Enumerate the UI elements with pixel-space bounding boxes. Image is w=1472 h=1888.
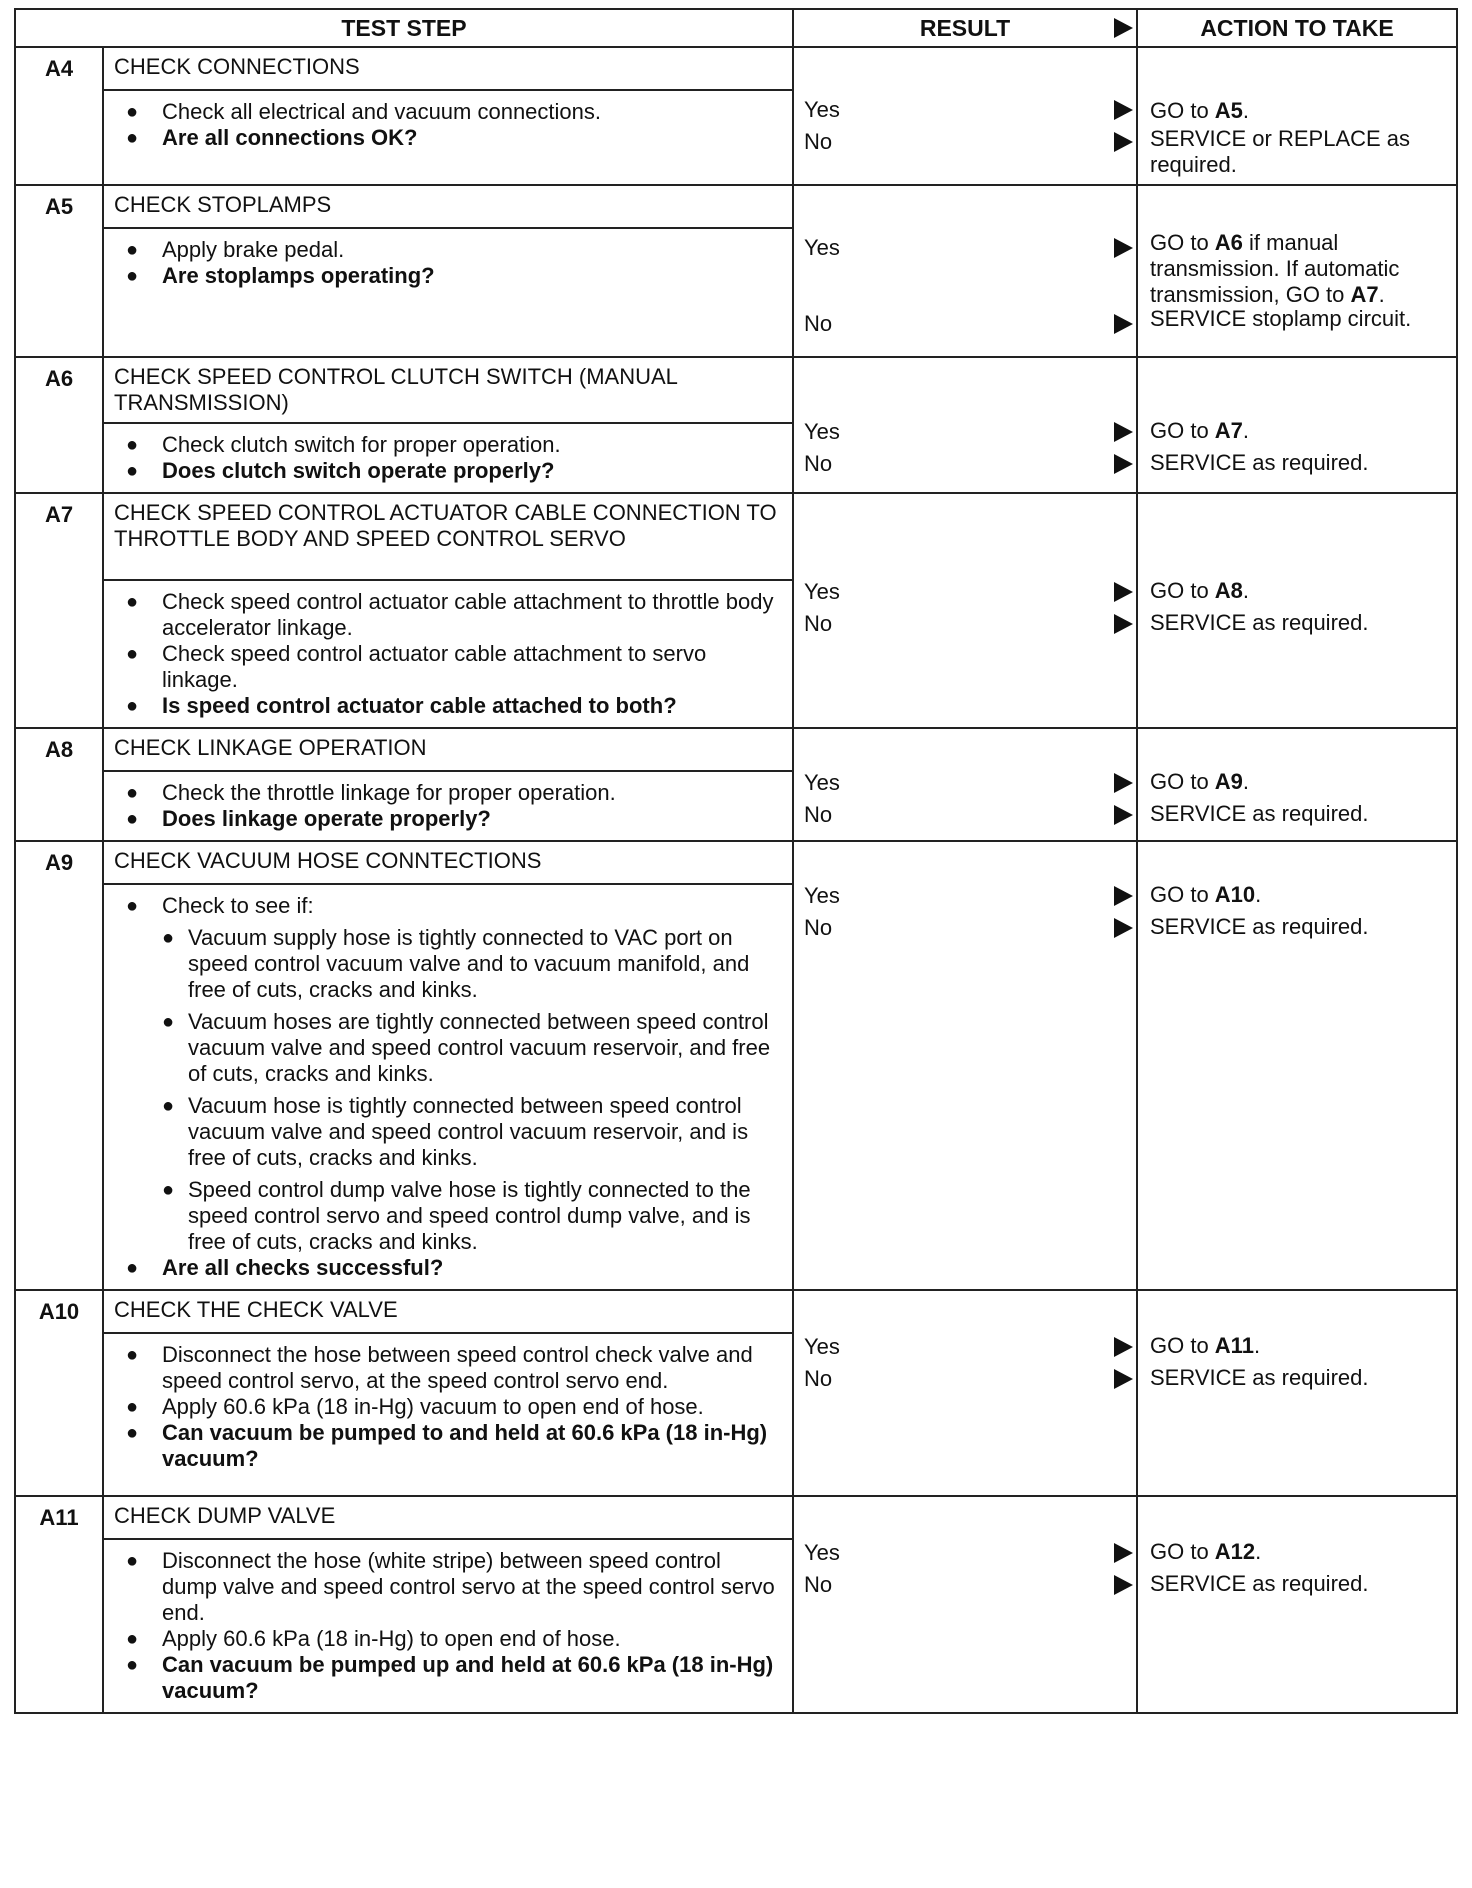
triangle-arrow-icon	[1112, 313, 1134, 335]
list-item: ● Check speed control actuator cable attachment to servo linkage.	[116, 641, 780, 693]
sub-list-item: ● Vacuum hose is tightly connected between speed control vacuum valve and speed control vacuum reservoir, and is free of cuts, cracks and kinks.	[116, 1093, 780, 1171]
triangle-arrow-icon	[1112, 237, 1134, 259]
header-result-label: RESULT	[919, 14, 1011, 41]
triangle-arrow-icon	[1112, 1542, 1134, 1564]
result-label: Yes	[804, 883, 840, 908]
list-item: ● Disconnect the hose (white stripe) between speed control dump valve and speed control servo at the speed control servo end.	[116, 1548, 780, 1626]
result-label: No	[804, 451, 833, 476]
result-cell	[793, 47, 1137, 185]
step-title-row	[15, 47, 1457, 90]
sub-list-item: ● Vacuum supply hose is tightly connected to VAC port on speed control vacuum valve and to vacuum manifold, and free of cuts, cracks and kinks.	[116, 925, 780, 1003]
result-cell	[793, 841, 1137, 1290]
action-text: SERVICE as required.	[1150, 1571, 1369, 1596]
sub-list-item: ● Vacuum hoses are tightly connected between speed control vacuum valve and speed control vacuum reservoir, and free of cuts, cracks and kinks.	[116, 1009, 780, 1087]
step-id-blank	[15, 423, 103, 493]
result-label: Yes	[804, 579, 840, 604]
table-header-row	[15, 9, 1457, 47]
triangle-arrow-icon	[1112, 804, 1134, 826]
step-id-blank	[15, 884, 103, 1290]
step-instructions	[103, 884, 793, 1290]
list-item: ● Check clutch switch for proper operation.	[116, 432, 780, 458]
result-yes	[804, 882, 1136, 910]
list-item: ● Check speed control actuator cable attachment to throttle body accelerator linkage.	[116, 589, 780, 641]
step-id: A4	[15, 47, 103, 90]
step-reference: A5	[1214, 98, 1243, 123]
question-item: ● Are all checks successful?	[116, 1255, 780, 1281]
result-label: Yes	[804, 1334, 840, 1359]
result-no	[804, 610, 1136, 638]
action-text: GO to A7.	[1150, 418, 1250, 443]
question-item: ● Can vacuum be pumped up and held at 60.6 kPa (18 in-Hg) vacuum?	[116, 1652, 780, 1704]
step-id: A8	[15, 728, 103, 771]
step-id-blank	[15, 228, 103, 357]
action-cell	[1137, 841, 1457, 1290]
triangle-arrow-icon	[1112, 421, 1134, 443]
triangle-arrow-icon	[1112, 885, 1134, 907]
result-yes	[804, 1333, 1136, 1361]
triangle-arrow-icon	[1112, 17, 1134, 39]
step-title: CHECK STOPLAMPS	[103, 185, 793, 228]
result-yes	[804, 96, 1136, 124]
step-title-row	[15, 841, 1457, 884]
step-id: A6	[15, 357, 103, 423]
step-title: CHECK SPEED CONTROL CLUTCH SWITCH (MANUAL TRANSMISSION)	[103, 357, 793, 423]
step-instructions	[103, 90, 793, 185]
step-id: A9	[15, 841, 103, 884]
result-cell	[793, 185, 1137, 357]
result-no	[804, 310, 1136, 338]
step-reference: A12	[1214, 1539, 1256, 1564]
action-text: SERVICE as required.	[1150, 801, 1369, 826]
result-cell	[793, 1290, 1137, 1496]
action-text: SERVICE or REPLACE as required.	[1150, 126, 1411, 177]
step-id-blank	[15, 1333, 103, 1496]
result-label: No	[804, 311, 833, 336]
action-text: GO to A11.	[1150, 1333, 1261, 1358]
action-cell	[1137, 493, 1457, 728]
step-title: CHECK THE CHECK VALVE	[103, 1290, 793, 1333]
action-cell	[1137, 1496, 1457, 1713]
action-text: SERVICE as required.	[1150, 914, 1369, 939]
triangle-arrow-icon	[1112, 1368, 1134, 1390]
step-reference: A11	[1214, 1333, 1254, 1358]
action-text: GO to A5.	[1150, 98, 1250, 123]
list-item: ● Disconnect the hose between speed control check valve and speed control servo, at the speed control servo end.	[116, 1342, 780, 1394]
result-no	[804, 1365, 1136, 1393]
header-test-step: TEST STEP	[15, 9, 793, 47]
step-title-row	[15, 1496, 1457, 1539]
triangle-arrow-icon	[1112, 772, 1134, 794]
step-id: A10	[15, 1290, 103, 1333]
result-no	[804, 128, 1136, 156]
diagnostic-table	[14, 8, 1458, 1714]
action-text: GO to A10.	[1150, 882, 1262, 907]
step-title-row	[15, 1290, 1457, 1333]
step-title: CHECK CONNECTIONS	[103, 47, 793, 90]
action-cell	[1137, 357, 1457, 493]
step-id-blank	[15, 771, 103, 841]
question-item: ● Can vacuum be pumped to and held at 60.6 kPa (18 in-Hg) vacuum?	[116, 1420, 780, 1472]
question-item: ● Does linkage operate properly?	[116, 806, 780, 832]
result-cell	[793, 357, 1137, 493]
triangle-arrow-icon	[1112, 613, 1134, 635]
step-reference: A6	[1214, 230, 1243, 255]
question-item: ● Are stoplamps operating?	[116, 263, 780, 289]
step-instructions	[103, 423, 793, 493]
list-item: ● Apply brake pedal.	[116, 237, 780, 263]
result-label: No	[804, 802, 833, 827]
header-action: ACTION TO TAKE	[1137, 9, 1457, 47]
step-id: A7	[15, 493, 103, 580]
step-title: CHECK VACUUM HOSE CONNTECTIONS	[103, 841, 793, 884]
list-item: ● Check all electrical and vacuum connections.	[116, 99, 780, 125]
triangle-arrow-icon	[1112, 131, 1134, 153]
list-item: ● Apply 60.6 kPa (18 in-Hg) to open end of hose.	[116, 1626, 780, 1652]
step-reference: A9	[1214, 769, 1243, 794]
result-no	[804, 914, 1136, 942]
list-item: ● Apply 60.6 kPa (18 in-Hg) vacuum to open end of hose.	[116, 1394, 780, 1420]
step-instructions	[103, 580, 793, 728]
action-text: SERVICE as required.	[1150, 1365, 1369, 1390]
result-yes	[804, 769, 1136, 797]
result-no	[804, 450, 1136, 478]
action-text: GO to A12.	[1150, 1539, 1262, 1564]
action-text: SERVICE as required.	[1150, 610, 1369, 635]
header-result	[793, 9, 1137, 47]
step-title: CHECK SPEED CONTROL ACTUATOR CABLE CONNECTION TO THROTTLE BODY AND SPEED CONTROL SERVO	[103, 493, 793, 580]
step-reference: A7	[1350, 282, 1379, 307]
triangle-arrow-icon	[1112, 1574, 1134, 1596]
action-text: SERVICE stoplamp circuit.	[1150, 306, 1412, 331]
step-id-blank	[15, 1539, 103, 1713]
action-cell	[1137, 1290, 1457, 1496]
step-title-row	[15, 185, 1457, 228]
triangle-arrow-icon	[1112, 1336, 1134, 1358]
result-label: No	[804, 611, 833, 636]
step-title-row	[15, 728, 1457, 771]
result-no	[804, 1571, 1136, 1599]
result-yes	[804, 1539, 1136, 1567]
result-cell	[793, 1496, 1137, 1713]
step-instructions	[103, 1333, 793, 1496]
list-item: ● Check to see if:	[116, 893, 780, 919]
question-item: ● Does clutch switch operate properly?	[116, 458, 780, 484]
result-label: No	[804, 1366, 833, 1391]
action-cell	[1137, 185, 1457, 357]
step-id-blank	[15, 580, 103, 728]
action-text: GO to A6 if manual transmission. If automatic transmission, GO to A7.	[1150, 230, 1400, 307]
step-reference: A10	[1214, 882, 1256, 907]
result-cell	[793, 728, 1137, 841]
step-instructions	[103, 771, 793, 841]
step-title-row	[15, 357, 1457, 423]
result-yes	[804, 234, 1136, 262]
triangle-arrow-icon	[1112, 99, 1134, 121]
action-text: GO to A8.	[1150, 578, 1250, 603]
action-cell	[1137, 728, 1457, 841]
triangle-arrow-icon	[1112, 581, 1134, 603]
step-instructions	[103, 228, 793, 357]
step-reference: A7	[1214, 418, 1243, 443]
triangle-arrow-icon	[1112, 453, 1134, 475]
step-id: A5	[15, 185, 103, 228]
result-label: Yes	[804, 235, 840, 260]
action-cell	[1137, 47, 1457, 185]
step-title: CHECK DUMP VALVE	[103, 1496, 793, 1539]
step-id-blank	[15, 90, 103, 185]
result-yes	[804, 578, 1136, 606]
triangle-arrow-icon	[1112, 917, 1134, 939]
step-reference: A8	[1214, 578, 1243, 603]
result-label: Yes	[804, 1540, 840, 1565]
action-text: GO to A9.	[1150, 769, 1250, 794]
result-label: No	[804, 1572, 833, 1597]
step-title: CHECK LINKAGE OPERATION	[103, 728, 793, 771]
list-item: ● Check the throttle linkage for proper operation.	[116, 780, 780, 806]
step-id: A11	[15, 1496, 103, 1539]
result-yes	[804, 418, 1136, 446]
step-title-row	[15, 493, 1457, 580]
result-cell	[793, 493, 1137, 728]
result-no	[804, 801, 1136, 829]
result-label: No	[804, 915, 833, 940]
result-label: No	[804, 129, 833, 154]
sub-list-item: ● Speed control dump valve hose is tightly connected to the speed control servo and speed control dump valve, and is free of cuts, cracks and kinks.	[116, 1177, 780, 1255]
action-text: SERVICE as required.	[1150, 450, 1369, 475]
result-label: Yes	[804, 419, 840, 444]
result-label: Yes	[804, 97, 840, 122]
result-label: Yes	[804, 770, 840, 795]
question-item: ● Is speed control actuator cable attached to both?	[116, 693, 780, 719]
step-instructions	[103, 1539, 793, 1713]
question-item: ● Are all connections OK?	[116, 125, 780, 151]
